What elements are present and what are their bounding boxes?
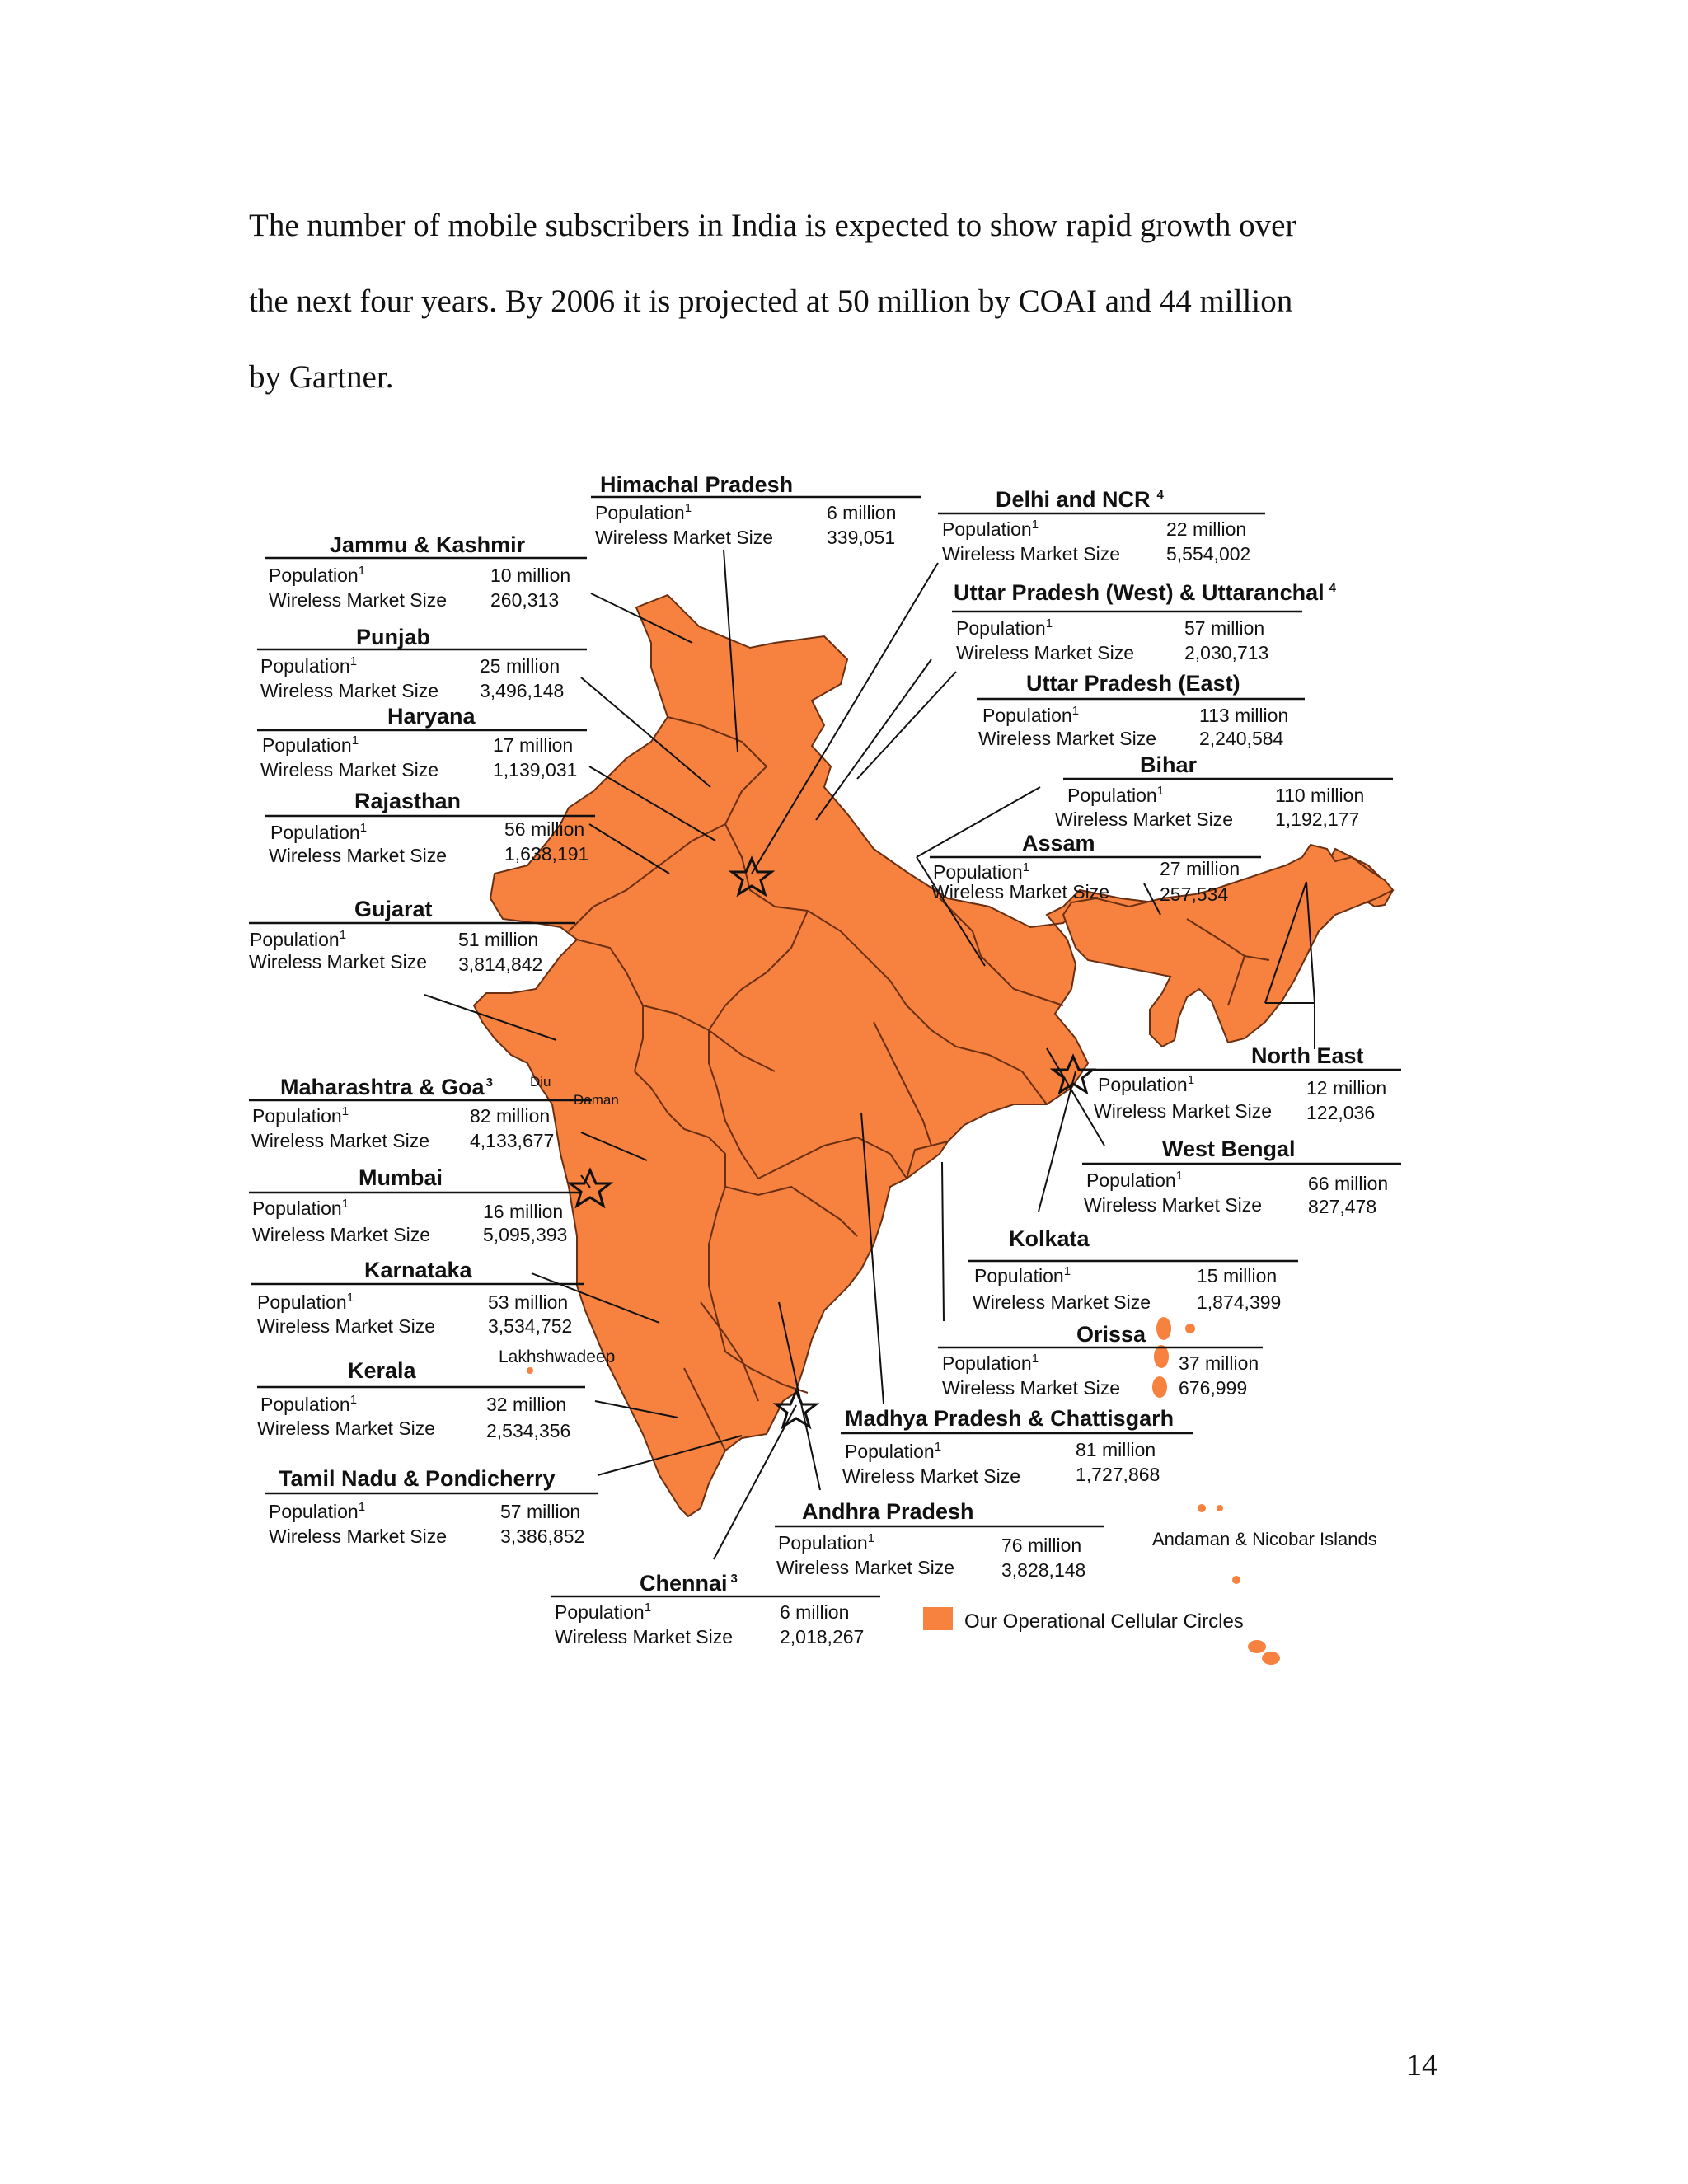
callout-orissa: [938, 1322, 1263, 1399]
region-name: Maharashtra & Goa: [280, 1075, 485, 1099]
wireless-label: Wireless Market Size: [249, 951, 427, 972]
andaman-nicobar-label: Andaman & Nicobar Islands: [1152, 1529, 1377, 1549]
orissa-island: [1185, 1324, 1195, 1333]
population-value: 76 million: [1001, 1535, 1082, 1556]
callout-haryana: [257, 704, 587, 780]
wireless-label: Wireless Market Size: [269, 1526, 447, 1547]
svg-text:Population1: Population$^1$: [982, 704, 1080, 726]
callout-kerala: [257, 1358, 585, 1441]
population-value: 37 million: [1179, 1352, 1259, 1374]
population-value: 56 million: [504, 818, 585, 840]
population-value: 32 million: [486, 1394, 567, 1415]
population-value: 66 million: [1308, 1173, 1389, 1194]
svg-text:Population1: Population$^1$: [1067, 784, 1165, 806]
wireless-label: Wireless Market Size: [257, 1315, 435, 1337]
wireless-value: 1,192,177: [1275, 808, 1360, 830]
region-name: Punjab: [356, 625, 431, 649]
wireless-value: 257,534: [1160, 883, 1229, 905]
wireless-label: Wireless Market Size: [973, 1291, 1151, 1313]
population-value: 81 million: [1076, 1439, 1156, 1460]
svg-text:Population1: Population$^1$: [1086, 1169, 1184, 1191]
callout-madhya-pradesh-chattisgarh: [841, 1406, 1193, 1487]
callout-delhi-ncr: [938, 487, 1265, 565]
region-name: Himachal Pradesh: [600, 472, 794, 497]
wireless-value: 3,496,148: [480, 680, 565, 701]
nicobar-island: [1248, 1640, 1266, 1653]
wireless-value: 1,727,868: [1076, 1464, 1160, 1485]
svg-text:Uttar Pradesh (West) & Uttaran: Uttar Pradesh (West) & Uttaranchal $^4$: [954, 580, 1336, 605]
wireless-label: Wireless Market Size: [978, 728, 1156, 749]
population-value: 53 million: [488, 1291, 569, 1313]
lakshadweep-label: Lakhshwadeep: [499, 1347, 616, 1366]
svg-text:Population1: Population$^1$: [555, 1601, 652, 1623]
svg-text:Population1: Population$^1$: [250, 928, 347, 950]
svg-text:Population1: Population$^1$: [1098, 1073, 1195, 1095]
wireless-value: 2,240,584: [1199, 728, 1284, 749]
callout-north-east: [1092, 1043, 1401, 1123]
svg-text:Population1: Population$^1$: [260, 1393, 358, 1415]
paragraph-line: by Gartner.: [249, 359, 394, 395]
region-name: Kolkata: [1009, 1226, 1090, 1251]
svg-text:Population1: Population$^1$: [269, 1500, 366, 1522]
wireless-label: Wireless Market Size: [251, 1130, 429, 1151]
population-value: 22 million: [1166, 518, 1247, 540]
wireless-label: Wireless Market Size: [842, 1465, 1020, 1487]
callout-west-bengal: [1082, 1137, 1401, 1217]
wireless-label: Wireless Market Size: [269, 589, 447, 611]
region-name: Orissa: [1076, 1322, 1146, 1347]
legend: [923, 1607, 1244, 1633]
paragraph-line: the next four years. By 2006 it is projected at 50 million by COAI and 44 million: [249, 284, 1293, 319]
population-value: 16 million: [483, 1201, 564, 1222]
wireless-value: 122,036: [1306, 1102, 1376, 1123]
svg-text:Population1: Population$^1$: [269, 564, 366, 586]
population-value: 15 million: [1197, 1265, 1278, 1286]
diu-label: Diu: [530, 1074, 551, 1090]
svg-text:Population1: Population$^1$: [257, 1291, 354, 1313]
svg-text:Delhi and NCR4: Delhi and NCR $^4$: [996, 487, 1164, 512]
callout-chennai: [551, 1571, 880, 1647]
callout-himachal-pradesh: [591, 472, 921, 548]
wireless-value: 676,999: [1179, 1377, 1248, 1399]
wireless-label: Wireless Market Size: [257, 1418, 435, 1439]
callout-jammu-kashmir: [265, 532, 587, 611]
legend-label: Our Operational Cellular Circles: [964, 1610, 1244, 1633]
callout-andhra-pradesh: [775, 1499, 1104, 1581]
wireless-value: 3,814,842: [458, 954, 543, 975]
paragraph-line: The number of mobile subscribers in India is expected to show rapid growth over: [249, 208, 1296, 243]
callout-mumbai: [249, 1165, 581, 1245]
population-value: 10 million: [490, 565, 571, 586]
population-value: 6 million: [780, 1601, 850, 1623]
wireless-label: Wireless Market Size: [956, 642, 1134, 663]
svg-text:Population1: Population$^1$: [252, 1104, 349, 1127]
callout-up-east: [977, 671, 1305, 749]
svg-text:Population1: Population$^1$: [942, 518, 1039, 540]
wireless-value: 827,478: [1308, 1196, 1377, 1217]
wireless-value: 3,828,148: [1001, 1559, 1086, 1581]
region-name: Uttar Pradesh (West) & Uttaranchal: [954, 580, 1325, 605]
page-number: 14: [1406, 2048, 1437, 2083]
wireless-value: 4,133,677: [470, 1130, 555, 1151]
orissa-island: [1156, 1317, 1171, 1340]
callout-rajasthan: [265, 789, 595, 866]
region-name: Kerala: [348, 1358, 416, 1383]
region-name: Tamil Nadu & Pondicherry: [279, 1466, 556, 1491]
callout-up-west-uttaranchal: [952, 580, 1337, 663]
svg-text:Population1: Population$^1$: [942, 1352, 1039, 1374]
wireless-label: Wireless Market Size: [260, 680, 438, 701]
region-name: Assam: [1022, 831, 1095, 855]
svg-text:Population1: Population$^1$: [270, 821, 368, 843]
svg-text:Population1: Population$^1$: [260, 654, 358, 677]
population-value: 113 million: [1199, 705, 1289, 726]
svg-text:Chennai3: Chennai $^3$: [640, 1571, 738, 1596]
population-value: 12 million: [1306, 1077, 1387, 1099]
wireless-value: 2,018,267: [780, 1626, 865, 1647]
region-name: Jammu & Kashmir: [330, 532, 526, 557]
population-value: 57 million: [500, 1501, 581, 1522]
wireless-value: 1,874,399: [1197, 1291, 1282, 1313]
callout-bihar: [1055, 752, 1393, 830]
andaman-island: [1198, 1504, 1206, 1512]
region-name: Rajasthan: [354, 789, 462, 813]
population-value: 25 million: [480, 655, 560, 677]
svg-text:Population1: Population$^1$: [845, 1440, 942, 1462]
wireless-label: Wireless Market Size: [269, 845, 447, 866]
wireless-value: 2,534,356: [486, 1420, 571, 1441]
nicobar-island: [1262, 1652, 1280, 1665]
svg-text:Population1: Population$^1$: [778, 1531, 875, 1554]
wireless-label: Wireless Market Size: [595, 527, 773, 548]
region-name: Chennai: [640, 1571, 728, 1596]
population-value: 110 million: [1275, 785, 1365, 806]
svg-text:Population1: Population$^1$: [974, 1264, 1071, 1286]
svg-text:Population1: Population$^1$: [933, 860, 1030, 883]
wireless-label: Wireless Market Size: [942, 1377, 1120, 1399]
wireless-value: 5,095,393: [483, 1224, 568, 1245]
region-name: Karnataka: [364, 1258, 472, 1282]
daman-label: Daman: [574, 1092, 619, 1108]
svg-text:Maharashtra & Goa3: Maharashtra & Goa $^3$: [280, 1075, 493, 1099]
region-name: Andhra Pradesh: [802, 1499, 974, 1524]
population-value: 27 million: [1160, 858, 1240, 879]
region-name: Haryana: [387, 704, 476, 729]
region-name: Mumbai: [359, 1165, 443, 1190]
wireless-value: 2,030,713: [1184, 642, 1269, 663]
svg-text:Population1: Population$^1$: [956, 616, 1053, 639]
wireless-label: Wireless Market Size: [931, 881, 1109, 902]
legend-swatch: [923, 1607, 953, 1630]
region-name: Bihar: [1140, 752, 1198, 777]
svg-text:Population1: Population$^1$: [262, 733, 359, 756]
population-value: 57 million: [1184, 617, 1265, 639]
callout-punjab: [257, 625, 587, 701]
wireless-value: 339,051: [827, 527, 896, 548]
region-name: Madhya Pradesh & Chattisgarh: [845, 1406, 1175, 1431]
wireless-value: 3,534,752: [488, 1315, 573, 1337]
population-value: 82 million: [470, 1105, 551, 1127]
wireless-label: Wireless Market Size: [1094, 1100, 1272, 1122]
callout-karnataka: [251, 1258, 584, 1337]
callout-kolkata: [968, 1226, 1298, 1313]
wireless-value: 260,313: [490, 589, 560, 611]
region-name: Gujarat: [354, 897, 433, 921]
svg-text:Population1: Population$^1$: [595, 501, 692, 523]
region-name: Uttar Pradesh (East): [1026, 671, 1240, 696]
wireless-value: 1,638,191: [504, 843, 589, 865]
orissa-island: [1152, 1376, 1167, 1398]
wireless-value: 3,386,852: [500, 1526, 585, 1547]
wireless-label: Wireless Market Size: [776, 1557, 954, 1578]
population-value: 51 million: [458, 929, 539, 950]
region-name: West Bengal: [1162, 1137, 1296, 1161]
wireless-label: Wireless Market Size: [942, 543, 1120, 565]
lakshadweep-island: [527, 1367, 533, 1374]
wireless-value: 5,554,002: [1166, 543, 1251, 565]
svg-text:Population1: Population$^1$: [252, 1197, 349, 1219]
callout-tamil-nadu-pondicherry: [265, 1466, 598, 1547]
andaman-island: [1217, 1505, 1223, 1511]
wireless-value: 1,139,031: [493, 759, 578, 780]
wireless-label: Wireless Market Size: [1055, 808, 1233, 830]
callout-assam: [930, 831, 1261, 905]
population-value: 17 million: [493, 734, 574, 756]
wireless-label: Wireless Market Size: [1084, 1194, 1262, 1216]
region-name: North East: [1251, 1043, 1364, 1068]
wireless-label: Wireless Market Size: [555, 1626, 733, 1647]
region-name: Delhi and NCR: [996, 487, 1151, 512]
population-value: 6 million: [827, 502, 897, 523]
wireless-label: Wireless Market Size: [260, 759, 438, 780]
wireless-label: Wireless Market Size: [252, 1224, 430, 1245]
andaman-island: [1232, 1576, 1240, 1584]
